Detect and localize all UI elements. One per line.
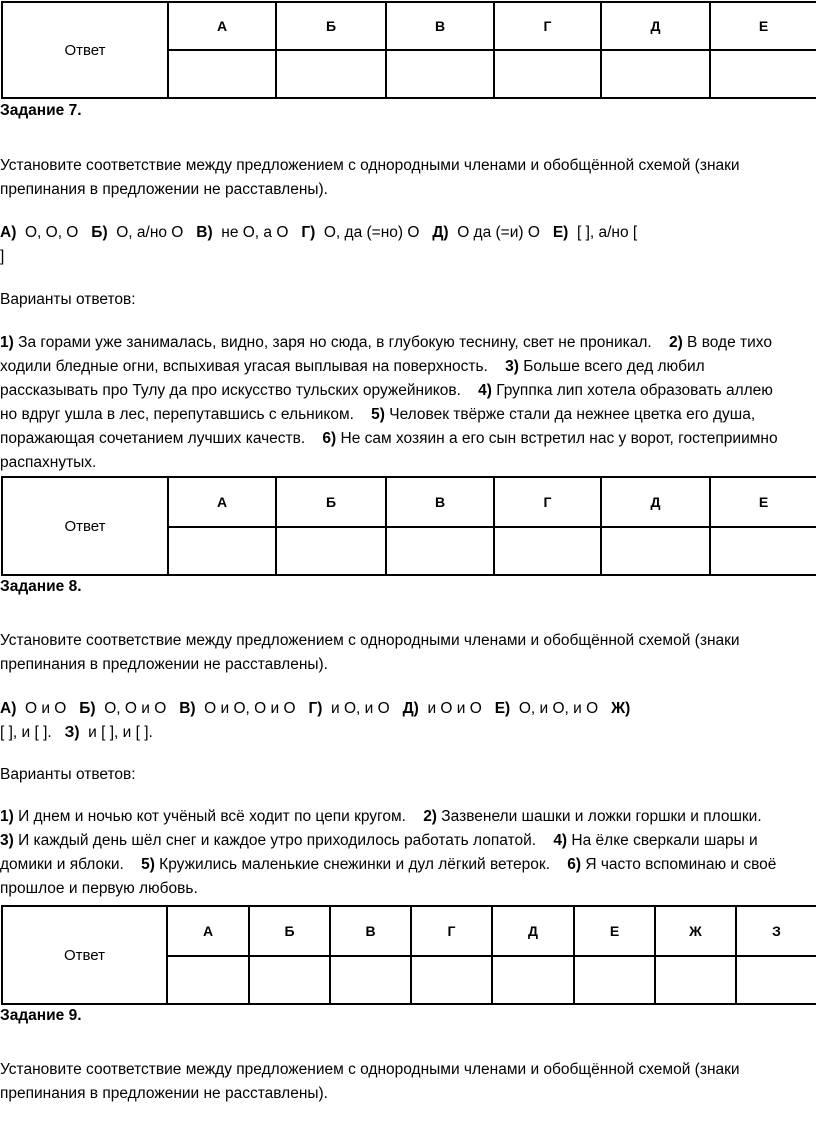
task-8-variants-label: Варианты ответов: [0,766,136,783]
task-8-instruction-line-1: Установите соответствие между предложением с однородными членами и обобщённой схемой (знаки [0,632,740,649]
answer-cell[interactable] [411,956,492,1004]
column-header: В [386,2,494,50]
item-text: Человек твёрже стали да нежнее цветка его душа, [384,406,756,423]
answer-cell[interactable] [167,956,249,1004]
item-text: О и О [16,700,80,717]
answer-table-3 [1,905,816,1005]
answer-label: Ответ [2,2,168,98]
scheme-text: [ ], а/но [ [568,224,638,241]
item-number: 1) [0,334,14,351]
scheme-text: О, О, О [16,224,92,241]
answer-table-2 [1,476,816,576]
item-number: Ж) [611,700,631,717]
item-text: ходили бледные огни, вспыхивая угасая выплывая на поверхность. [0,358,506,375]
item-text: На ёлке сверкали шары и [567,832,758,849]
item-number: З) [64,724,80,741]
item-text: За горами уже занималась, видно, заря но сюда, в глубокую теснину, свет не проникал. [13,334,669,351]
item-text: но вдруг ушла в лес, перепутавшись с ельником. [0,406,372,423]
item-text: поражающая сочетанием лучших качеств. [0,430,323,447]
text-line [0,355,705,379]
column-header: Г [411,906,492,956]
answer-cell[interactable] [276,50,386,98]
column-header: Д [492,906,574,956]
scheme-text: О, а/но О [107,224,197,241]
scheme-key: А) [0,224,17,241]
column-header: Е [574,906,655,956]
item-number: 1) [0,808,14,825]
task-7-schemes-tail: ] [0,248,5,265]
item-number: 4) [553,832,568,849]
column-header: Г [494,2,601,50]
column-header: А [167,906,249,956]
scheme-key: Д) [432,224,449,241]
item-text: и О, и О [322,700,403,717]
item-text: О и О, О и О [195,700,309,717]
answer-table-1 [1,1,816,99]
item-text: О, О и О [95,700,180,717]
column-header: А [168,477,276,527]
item-number: Д) [402,700,419,717]
text-line [0,379,773,403]
column-header: Е [710,2,816,50]
text-line [0,331,772,355]
item-text: [ ], и [ ]. [0,724,65,741]
scheme-text: О, да (=но) О [315,224,433,241]
item-text: Группка лип хотела образовать аллею [491,382,773,399]
answer-cell[interactable] [386,527,494,575]
answer-cell[interactable] [168,527,276,575]
item-text: Не сам хозяин а его сын встретил нас у ворот, гостеприимно [336,430,778,447]
answer-cell[interactable] [276,527,386,575]
column-header: А [168,2,276,50]
text-line [0,829,758,853]
item-text: Больше всего дед любил [518,358,705,375]
task-8-instruction-line-2: препинания в предложении не расставлены). [0,656,328,673]
answer-cell[interactable] [330,956,411,1004]
item-text: домики и яблоки. [0,856,142,873]
answer-cell[interactable] [494,527,601,575]
task-7-schemes [0,221,637,245]
item-number: 5) [141,856,155,873]
answer-label: Ответ [2,906,167,1004]
item-number: 6) [322,430,337,447]
item-number: 6) [567,856,582,873]
item-number: А) [0,700,17,717]
item-number: 4) [478,382,492,399]
answer-cell[interactable] [386,50,494,98]
column-header: В [330,906,411,956]
item-text: И днем и ночью кот учёный всё ходит по цепи кругом. [13,808,424,825]
item-number: Г) [308,700,323,717]
item-number: 5) [371,406,385,423]
task-9-title: Задание 9. [0,1007,82,1024]
item-text: распахнутых. [0,454,97,471]
task-7-variants-label: Варианты ответов: [0,291,136,308]
item-number: 3) [0,832,14,849]
task-7-title: Задание 7. [0,102,82,119]
column-header: Д [601,477,710,527]
column-header: Е [710,477,816,527]
answer-cell[interactable] [710,527,816,575]
answer-cell[interactable] [168,50,276,98]
answer-cell[interactable] [601,527,710,575]
item-number: 2) [668,334,683,351]
text-line [0,427,778,451]
task-9-instruction-line-2: препинания в предложении не расставлены). [0,1085,328,1102]
answer-cell[interactable] [655,956,736,1004]
text-line [0,805,762,829]
answer-cell[interactable] [710,50,816,98]
item-text: Я часто вспоминаю и своё [581,856,777,873]
text-line [0,877,198,901]
scheme-key: Б) [91,224,108,241]
item-text: Зазвенели шашки и ложки горшки и плошки. [436,808,762,825]
column-header: З [736,906,816,956]
column-header: В [386,477,494,527]
item-text: рассказывать про Тулу да про искусство тульских оружейников. [0,382,479,399]
text-line [0,853,776,877]
item-text: И каждый день шёл снег и каждое утро приходилось работать лопатой. [13,832,554,849]
item-text: и [ ], и [ ]. [79,724,153,741]
item-text: и О и О [418,700,495,717]
item-number: Б) [79,700,96,717]
item-number: Е) [494,700,511,717]
answer-cell[interactable] [249,956,330,1004]
column-header: Ж [655,906,736,956]
task-8-title: Задание 8. [0,578,82,595]
item-text: О, и О, и О [510,700,612,717]
task-7-instruction-line-2: препинания в предложении не расставлены). [0,181,328,198]
text-line [0,451,96,475]
item-text: В воде тихо [682,334,772,351]
column-header: Б [276,2,386,50]
answer-cell[interactable] [492,956,574,1004]
column-header: Б [249,906,330,956]
item-text: Кружились маленькие снежинки и дул лёгкий ветерок. [154,856,568,873]
answer-cell[interactable] [601,50,710,98]
scheme-key: Г) [301,224,316,241]
task-7-instruction-line-1: Установите соответствие между предложением с однородными членами и обобщённой схемой (знаки [0,157,740,174]
item-number: 3) [505,358,519,375]
text-line [0,721,153,745]
column-header: Г [494,477,601,527]
item-number: 2) [423,808,437,825]
scheme-text: не О, а О [212,224,302,241]
item-text: прошлое и первую любовь. [0,880,198,897]
scheme-key: В) [196,224,213,241]
task-9-instruction-line-1: Установите соответствие между предложением с однородными членами и обобщённой схемой (знаки [0,1061,740,1078]
scheme-key: Е) [552,224,569,241]
text-line [0,697,630,721]
column-header: Б [276,477,386,527]
column-header: Д [601,2,710,50]
answer-label: Ответ [2,477,168,575]
answer-cell[interactable] [574,956,655,1004]
text-line [0,403,755,427]
answer-cell[interactable] [494,50,601,98]
item-number: В) [179,700,196,717]
answer-cell[interactable] [736,956,816,1004]
scheme-text: О да (=и) О [448,224,553,241]
